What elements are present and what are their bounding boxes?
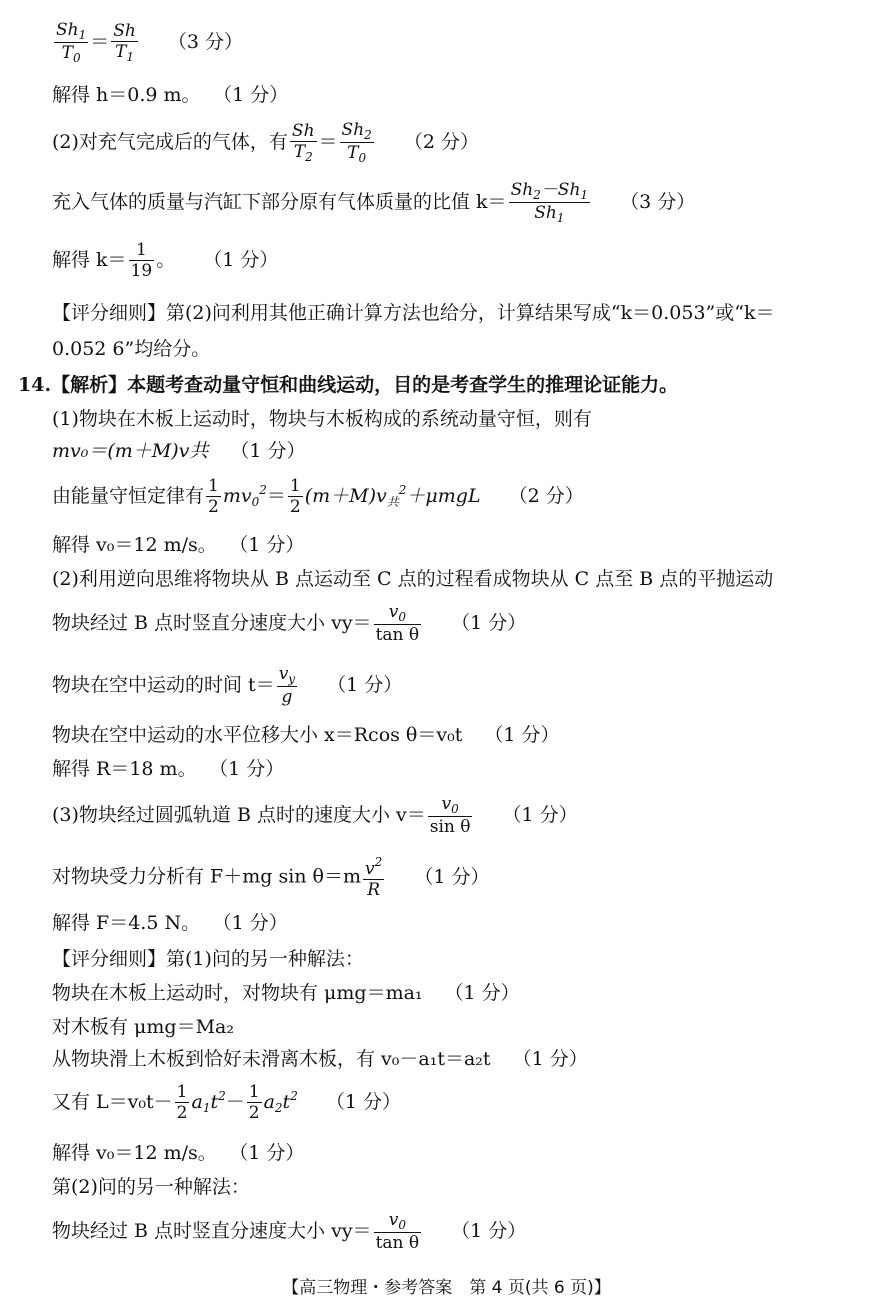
- score-points: （2 分）: [508, 485, 584, 507]
- score-points: （1 分）: [414, 865, 490, 888]
- eq-line-4: 充入气体的质量与汽缸下部分原有气体质量的比值 k＝ $\frac{Sh_2-Sh_1}{Sh_1}$ （3 分）: [52, 180, 696, 225]
- grading-note-1: 【评分细则】第(2)问利用其他正确计算方法也给分，计算结果写成“k＝0.053”或“k＝: [52, 302, 775, 324]
- score-points: （3 分）: [167, 31, 244, 53]
- score-points: （3 分）: [620, 191, 696, 213]
- score-points: （1 分）: [444, 982, 520, 1004]
- page-footer: 【高三物理・参考答案 第 4 页(共 6 页)】: [282, 1278, 611, 1298]
- eq-line-11: 由能量守恒定律有 $\frac{1}{2}$ $mv_0^2=$ $\frac{1}{2}$ $(m+M)v_共^2+\mu mgL$ （2 分）: [52, 476, 584, 517]
- text-line-2: 解得 h＝0.9 m。 （1 分）: [52, 84, 289, 106]
- score-points: （1 分）: [238, 1142, 305, 1164]
- text-line-12: 解得 v₀＝12 m/s。 （1 分）: [52, 534, 305, 556]
- eq-line-14: 物块经过 B 点时竖直分速度大小 vy＝ $\frac{v_0}{\text{tan θ}}$ （1 分）: [52, 602, 527, 645]
- score-points: （1 分）: [230, 440, 306, 462]
- text-line-24: 从物块滑上木板到恰好未滑离木板，有 v₀－a₁t＝a₂t （1 分）: [52, 1048, 588, 1070]
- eq-line-5: 解得 k＝ $\frac{1}{19}$ 。 （1 分）: [52, 240, 279, 281]
- score-points: （1 分）: [222, 84, 289, 106]
- fraction: $\frac{Sh}{T_2}$: [291, 121, 315, 164]
- eq-line-25: 又有 L＝v₀t－ $\frac{1}{2}$ $a_1t^2-$ $\frac{1}{2}$ $a_2t^2$ （1 分）: [52, 1082, 402, 1123]
- fraction: $\frac{1}{2}$: [176, 1082, 188, 1123]
- eq-line-15: 物块在空中运动的时间 t＝ $\frac{v_y}{g}$ （1 分）: [52, 664, 403, 707]
- text-line-16: 物块在空中运动的水平位移大小 x＝Rcos θ＝v₀t （1 分）: [52, 724, 560, 746]
- score-points: （2 分）: [403, 131, 479, 153]
- text-line-9: (1)物块在木板上运动时，物块与木板构成的系统动量守恒，则有: [52, 408, 592, 430]
- text-line-20: 解得 F＝4.5 N。 （1 分）: [52, 912, 288, 934]
- eq-line-3: (2)对充气完成后的气体，有 $\frac{Sh}{T_2}$ ＝ $\frac{Sh_2}{T_0}$ （2 分）: [52, 120, 479, 165]
- text-line-26: 解得 v₀＝12 m/s。 （1 分）: [52, 1142, 305, 1164]
- fraction: $\frac{v_0}{\text{tan θ}}$: [375, 602, 420, 645]
- text-line-23: 对木板有 μmg＝Ma₂: [52, 1016, 234, 1038]
- fraction: $\frac{1}{2}$: [289, 476, 301, 517]
- score-points: （1 分）: [218, 758, 285, 780]
- eq-line-1: $\frac{Sh_1}{T_0}$ ＝ $\frac{Sh}{T_1}$ （3 分）: [56, 20, 244, 65]
- score-points: （1 分）: [502, 804, 578, 826]
- eq-line-10: mv₀＝(m＋M)v共 （1 分）: [52, 440, 306, 462]
- fraction: $\frac{Sh_1}{T_0}$: [56, 20, 87, 65]
- eq-line-28: 物块经过 B 点时竖直分速度大小 vy＝ $\frac{v_0}{\text{tan θ}}$ （1 分）: [52, 1210, 527, 1253]
- grading-note-2: 【评分细则】第(1)问的另一种解法：: [52, 948, 364, 970]
- fraction: $\frac{v_y}{g}$: [278, 664, 296, 707]
- score-points: （1 分）: [512, 1048, 588, 1070]
- text-line-17: 解得 R＝18 m。 （1 分）: [52, 758, 285, 780]
- score-points: （1 分）: [451, 612, 527, 634]
- score-points: （1 分）: [484, 724, 560, 746]
- fraction: $\frac{Sh_2}{T_0}$: [341, 120, 372, 165]
- text-line-13: (2)利用逆向思维将物块从 B 点运动至 C 点的过程看成物块从 C 点至 B 点的平抛运动: [52, 568, 774, 590]
- fraction: $\frac{v^2}{R}$: [365, 855, 383, 900]
- text-line-22: 物块在木板上运动时，对物块有 μmg＝ma₁ （1 分）: [52, 982, 520, 1004]
- fraction: $\frac{1}{19}$: [130, 240, 153, 281]
- score-points: （1 分）: [203, 249, 279, 271]
- eq-line-19: 对物块受力分析有 F＋mg sin θ＝m $\frac{v^2}{R}$ （1 分）: [52, 855, 490, 900]
- fraction: $\frac{v_0}{\text{sin θ}}$: [429, 794, 471, 837]
- fraction: $\frac{v_0}{\text{tan θ}}$: [375, 1210, 420, 1253]
- score-points: （1 分）: [222, 912, 288, 934]
- question-14-header: 14.【解析】本题考查动量守恒和曲线运动，目的是考查学生的推理论证能力。: [18, 374, 679, 396]
- text-line-27: 第(2)问的另一种解法：: [52, 1176, 250, 1198]
- fraction: $\frac{1}{2}$: [208, 476, 219, 517]
- fraction: $\frac{Sh}{T_1}$: [113, 21, 136, 64]
- score-points: （1 分）: [451, 1220, 527, 1242]
- fraction: $\frac{Sh_2-Sh_1}{Sh_1}$: [510, 180, 589, 225]
- grading-note-1-cont: 0.052 6”均给分。: [52, 338, 211, 360]
- fraction: $\frac{1}{2}$: [248, 1082, 260, 1123]
- eq-line-18: (3)物块经过圆弧轨道 B 点时的速度大小 v＝ $\frac{v_0}{\text{sin θ}}$ （1 分）: [52, 794, 578, 837]
- score-points: （1 分）: [327, 674, 403, 696]
- score-points: （1 分）: [325, 1091, 402, 1113]
- score-points: （1 分）: [238, 534, 305, 556]
